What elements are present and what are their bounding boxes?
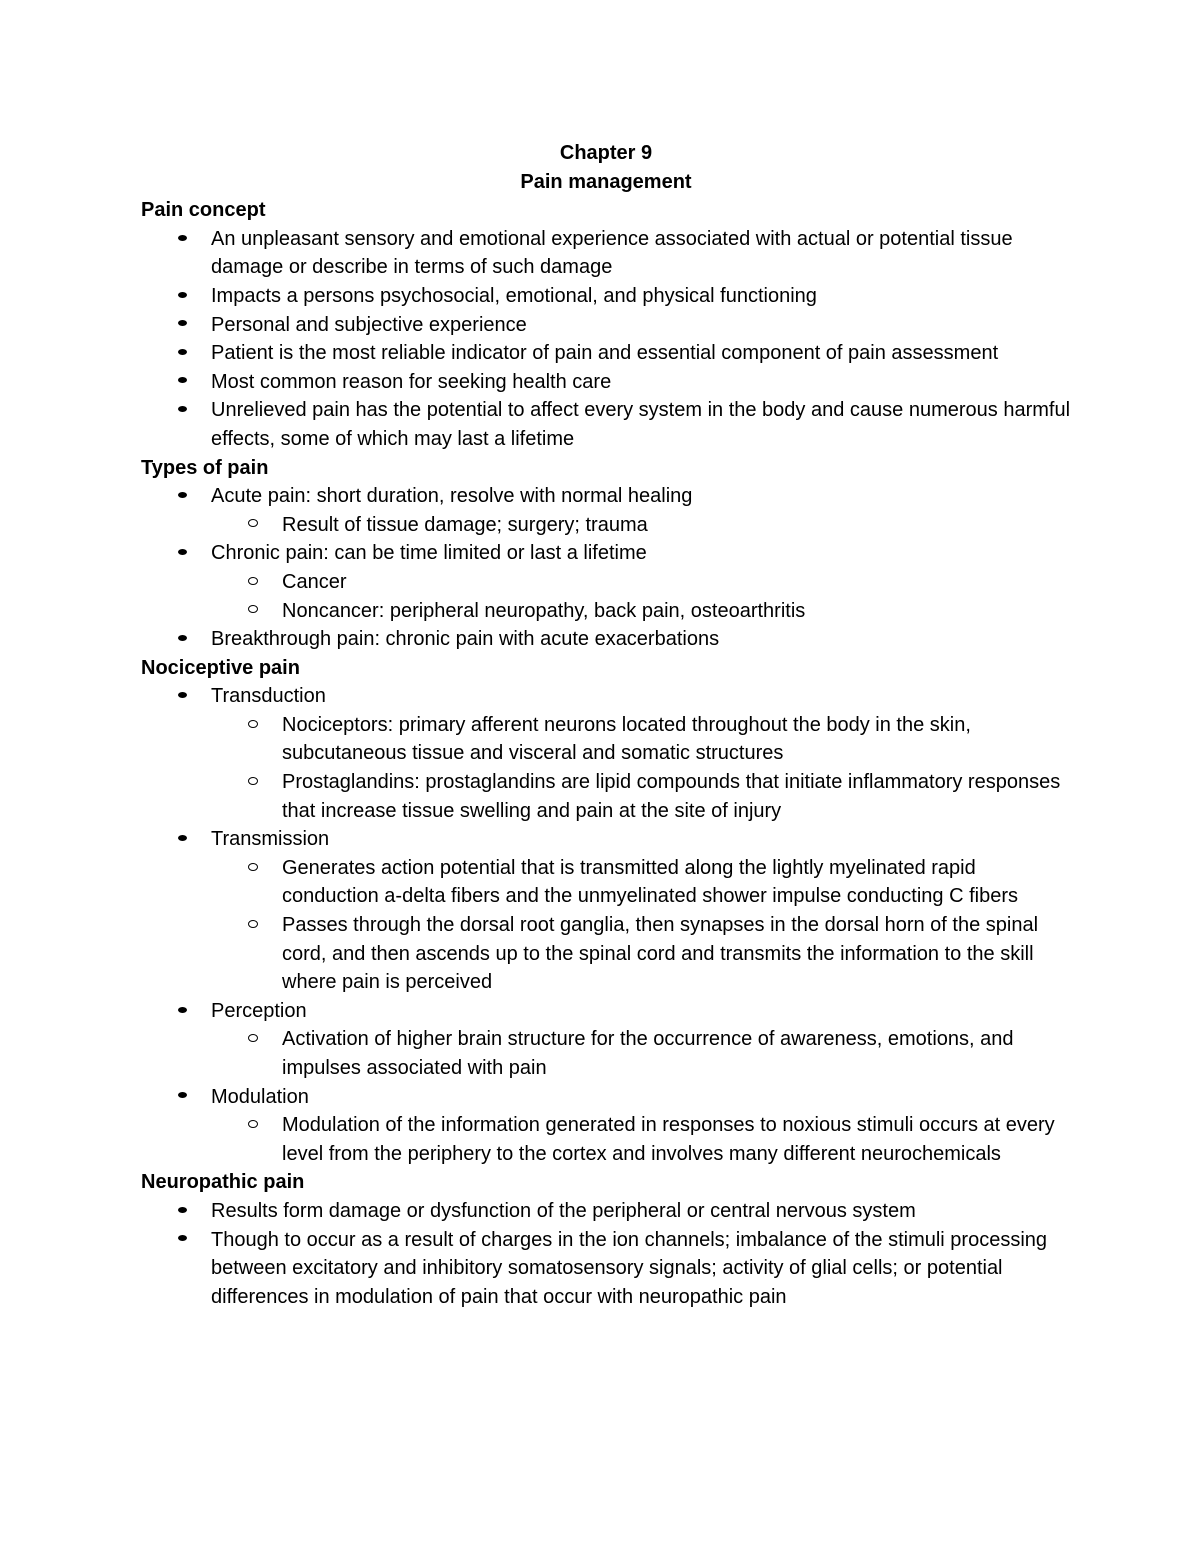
section-nociceptive-pain [141, 654, 1071, 1169]
list-item [141, 1083, 1071, 1112]
section-neuropathic-pain [141, 1168, 1071, 1311]
bullet-circle-icon [248, 711, 258, 740]
list-item-text: Chronic pain: can be time limited or last a lifetime [211, 542, 647, 565]
list-item [141, 311, 1071, 340]
bullet-disc-icon [178, 339, 187, 368]
sub-list-item-text: Generates action potential that is transmitted along the lightly myelinated rapid conduction a-delta fibers and the unmyelinated shower impulse conducting C fibers [282, 856, 1018, 908]
section-heading: Pain concept [141, 199, 266, 222]
sub-list-item-text: Passes through the dorsal root ganglia, then synapses in the dorsal horn of the spinal cord, and then ascends up to the spinal cord and transmits the information to the skill where pain is perceived [282, 914, 1039, 994]
bullet-disc-icon [178, 1083, 187, 1112]
list-item [141, 1197, 1071, 1226]
list-item-text: Results form damage or dysfunction of the peripheral or central nervous system [211, 1199, 916, 1222]
sub-list-item [141, 511, 1071, 540]
section-pain-concept [141, 196, 1071, 453]
list-item [141, 482, 1071, 511]
sub-list-item [141, 711, 1071, 768]
bullet-list [141, 682, 1071, 1168]
sub-list-item-text: Nociceptors: primary afferent neurons located throughout the body in the skin, subcutaneous tissue and visceral and somatic structures [282, 713, 971, 765]
list-item-text: Perception [211, 999, 307, 1022]
list-item-text: Acute pain: short duration, resolve with normal healing [211, 485, 693, 508]
list-item [141, 825, 1071, 854]
list-item-text: Impacts a persons psychosocial, emotional, and physical functioning [211, 284, 817, 307]
document-body [141, 139, 1071, 1311]
bullet-disc-icon [178, 311, 187, 340]
list-item-text: An unpleasant sensory and emotional experience associated with actual or potential tissue damage or describe in terms of such damage [211, 227, 1013, 279]
sub-list-item-text: Modulation of the information generated in responses to noxious stimuli occurs at every level from the periphery to the cortex and involves many different neurochemicals [282, 1114, 1055, 1165]
bullet-circle-icon [248, 597, 258, 626]
list-item [141, 625, 1071, 654]
bullet-circle-icon [248, 1111, 258, 1140]
bullet-disc-icon [178, 482, 187, 511]
bullet-disc-icon [178, 539, 187, 568]
section-heading: Neuropathic pain [141, 1171, 305, 1194]
sub-list-item-text: Noncancer: peripheral neuropathy, back pain, osteoarthritis [282, 599, 806, 622]
sub-list-item [141, 597, 1071, 626]
bullet-disc-icon [178, 997, 187, 1026]
sub-list-item-text: Result of tissue damage; surgery; trauma [282, 513, 648, 536]
bullet-circle-icon [248, 911, 258, 940]
list-item [141, 997, 1071, 1026]
sub-list-item [141, 911, 1071, 997]
bullet-circle-icon [248, 768, 258, 797]
list-item-text: Personal and subjective experience [211, 313, 527, 336]
list-item [141, 396, 1071, 453]
section-types-of-pain [141, 454, 1071, 654]
list-item-text: Transduction [211, 685, 326, 708]
sub-list-item-text: Cancer [282, 570, 347, 593]
list-item [141, 339, 1071, 368]
list-item-text: Unrelieved pain has the potential to affect every system in the body and cause numerous harmful effects, some of which may last a lifetime [211, 399, 1071, 450]
sub-list-item [141, 568, 1071, 597]
sub-list-item [141, 854, 1071, 911]
section-heading: Nociceptive pain [141, 656, 300, 679]
bullet-disc-icon [178, 396, 187, 425]
sub-list-item [141, 1025, 1071, 1082]
section-heading: Types of pain [141, 456, 269, 479]
bullet-circle-icon [248, 511, 258, 540]
list-item [141, 368, 1071, 397]
chapter-subtitle: Pain management [520, 170, 692, 193]
bullet-disc-icon [178, 368, 187, 397]
bullet-list [141, 482, 1071, 654]
bullet-list [141, 225, 1071, 454]
list-item-text: Modulation [211, 1085, 309, 1108]
bullet-list [141, 1197, 1071, 1311]
list-item-text: Breakthrough pain: chronic pain with acute exacerbations [211, 628, 720, 651]
list-item [141, 225, 1071, 282]
bullet-disc-icon [178, 625, 187, 654]
list-item-text: Patient is the most reliable indicator of pain and essential component of pain assessment [211, 342, 999, 365]
sections-container [141, 196, 1071, 1311]
bullet-circle-icon [248, 854, 258, 883]
list-item-text: Though to occur as a result of charges in the ion channels; imbalance of the stimuli processing between excitatory and inhibitory somatosensory signals; activity of glial cells; or potential differences in modulation of pain that occur with neuropathic pain [211, 1228, 1048, 1308]
bullet-disc-icon [178, 282, 187, 311]
sub-list-item-text: Activation of higher brain structure for the occurrence of awareness, emotions, and impulses associated with pain [282, 1028, 1014, 1079]
sub-list-item [141, 1111, 1071, 1168]
bullet-circle-icon [248, 568, 258, 597]
sub-list-item [141, 768, 1071, 825]
bullet-disc-icon [178, 825, 187, 854]
bullet-disc-icon [178, 1197, 187, 1226]
list-item [141, 1226, 1071, 1312]
bullet-disc-icon [178, 225, 187, 254]
bullet-disc-icon [178, 682, 187, 711]
list-item [141, 539, 1071, 568]
list-item [141, 282, 1071, 311]
sub-list-item-text: Prostaglandins: prostaglandins are lipid compounds that initiate inflammatory responses that increase tissue swelling and pain at the site of injury [282, 771, 1061, 822]
bullet-circle-icon [248, 1025, 258, 1054]
list-item-text: Most common reason for seeking health care [211, 370, 612, 393]
list-item-text: Transmission [211, 828, 330, 851]
chapter-title: Chapter 9 [559, 142, 653, 164]
bullet-disc-icon [178, 1226, 187, 1255]
list-item [141, 682, 1071, 711]
